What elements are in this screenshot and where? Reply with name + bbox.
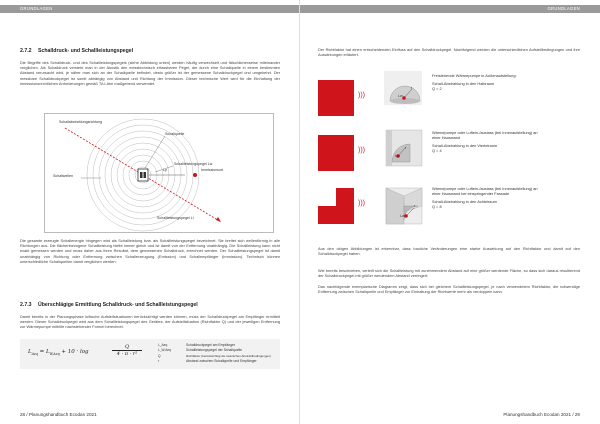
sound-wave-icon: )))	[358, 200, 365, 207]
paragraph: Aus den obigen Abbildungen ist erkennbar, dass bauliche Veränderungen eine starke Auswirkung auf den Richtfaktor und damit auf den Schalldruckpegel haben.	[318, 246, 580, 257]
unit-icon-cutout	[318, 188, 336, 206]
formula-legend: Richtfaktor (berücksichtigt die räumlichen Abstrahlbedingungen)	[186, 353, 271, 358]
label-li: Schallleistungspegel Li	[157, 216, 194, 220]
sound-diagram-figure	[44, 113, 274, 233]
formula-legend: Abstand zwischen Schallquelle und Empfänger	[186, 359, 257, 364]
case-text: Wärmepumpe oder Luftein-/auslass (bei Innenaufstellung) an einer Hauswand bei einspringender Fassade Schall-Abstrahlung in den Achtelraum Q = 8	[432, 186, 538, 209]
unit-icon	[318, 135, 354, 171]
paragraph: Der Richtfaktor hat einen entscheidenden Einfluss auf den Schalldruckpegel. Nachfolgend werden die unterschiedlichen Aufstellbedingungen und ihre Auswirkungen erläutert.	[318, 47, 580, 58]
label-source: Schallquelle	[165, 132, 185, 136]
label-lw: Lw	[398, 94, 403, 98]
label-lw: Schallleistungspegel Lw	[174, 162, 213, 166]
formula-box	[20, 339, 280, 369]
case-text: Wärmepumpe oder Luftein-/auslass (bei Innenaufstellung) an einer Hauswand Schall-Abstrahlung in den Viertelraum Q = 4	[432, 130, 538, 153]
formula-symbols: L_Aeq L_W,Aeq Q r	[158, 343, 171, 364]
section-number: 2.7.3	[20, 302, 32, 308]
sound-wave-icon: )))	[358, 147, 365, 154]
section-title: Schalldruck- und Schallleistungspegel	[38, 48, 134, 54]
formula-legend: Schallleistungspegel der Schallquelle	[186, 348, 242, 353]
paragraph: Die Begriffe des Schalldruck- und des Schallleistungspegels (siehe Abbildung unten) werden häufig verwechselt und fälschlicherweise miteinander verglichen. Als Schalldruck versteht man in der Akustik den messtechnisch erfassbaren Pegel, der durch eine Schallquelle in einem bestimmten Abstand verursacht wird, je näher man sich an der Schallquelle befindet, desto größer ist der gemessene Schalldruckpegel und umgekehrt. Der messbare Schalldruckpegel ist somit abhängig von Abstand und Richtung der Immission. Dieser technische Wert wird für die Einhaltung der immissionsrechtlichen Anforderungen gemäß TA Lärm maßgebend verwendet.	[20, 60, 280, 86]
paragraph: Das nachfolgende exemplarische Diagramm zeigt, dass sich bei gleichem Schallleistungspegel, je nach verwendetem Richtfaktor, die notwendige Entfernung zwischen Schallquelle und Empfänger zur Einhaltung der Richtwerte mehr als verdoppeln kann.	[318, 284, 580, 295]
label-directional: Schallabstrahlungsrichtung	[59, 120, 103, 124]
paragraph: Damit bereits in der Planungsphase kritische Aufstellsituationen berücksichtigt werden können, muss der Schalldruckpegel am Empfänger ermittelt werden. Dieser Schalldruckpegel wird aus dem Schallleistungspegel des Gerätes, der Aufstellsituation (Richtfaktor Q) und der jeweiligen Entfernung zur Wärmepumpe mithilfe nachstehender Formel berechnet.	[20, 314, 280, 330]
label-waves: Schallwellen	[53, 174, 73, 178]
eighthspace-diagram	[384, 186, 424, 226]
label-r: r	[405, 146, 407, 150]
footer-page-number: Planungshandbuch Ecodan 2021 / 29	[503, 412, 580, 417]
header-label: GRUNDLAGEN	[547, 6, 580, 11]
case-text: Freistehende Wärmepumpe in Außenaufstellung: Schall-Abstrahlung in den Halbraum Q = 2	[432, 73, 517, 91]
formula-legend: Schalldruckpegel am Empfänger	[186, 343, 236, 347]
label-lw: Lw	[395, 154, 400, 158]
quarterspace-diagram	[384, 128, 424, 168]
halfspace-diagram	[384, 71, 424, 107]
label-r: r	[414, 204, 416, 208]
section-heading	[20, 302, 198, 308]
sound-diagram	[45, 114, 273, 232]
footer-page-number: 28 / Planungshandbuch Ecodan 2021	[20, 412, 97, 417]
label-immission: Immissionsort	[201, 168, 224, 172]
section-number: 2.7.2	[20, 48, 32, 54]
label-lp: Lp	[163, 168, 167, 172]
sound-wave-icon: )))	[358, 92, 365, 99]
paragraph: Wie bereits beschrieben, verteilt sich die Schallleistung mit zunehmendem Abstand auf eine größer werdende Fläche, so dass sich daraus resultierend der Schalldruckpegel mit größer werdendem Abstand verringert.	[318, 268, 580, 279]
label-r: r	[411, 86, 413, 90]
right-page	[300, 0, 600, 424]
formula: $L_{Aeq} = L_{W,Aeq} + 10 \cdot \log$	[28, 349, 89, 357]
label-lw: Lw	[400, 214, 405, 218]
paragraph: Die gesamte erzeugte Schallenergie hingegen wird als Schallleistung bzw. als Schallleistungspegel bezeichnet. Sie breitet sich wellenförmig in alle Richtungen aus. Die flächenbezogene Schallleistung bleibt immer gleich und ist damit von der Entfernung unabhängig. Die Schallleistung kann nicht exakt gemessen werden und muss daher aus ihren Resultat, dem gemessenen Schalldruck, errechnet werden. Der Schallleistungspegel ist damit unabhängig von Richtung oder Entfernung zwischen Schallerzeugung (Emission) und Schallempfänger (Immission). Technisch können unterschiedliche Schallquellen damit verglichen werden.	[20, 238, 280, 264]
unit-icon	[318, 80, 354, 116]
header-label: GRUNDLAGEN	[20, 6, 53, 11]
section-heading	[20, 48, 133, 54]
formula-fraction: Q 4 · π · r²	[112, 344, 142, 357]
section-title: Überschlägige Ermittlung Schalldruck- und Schallleistungspegel	[38, 302, 198, 308]
